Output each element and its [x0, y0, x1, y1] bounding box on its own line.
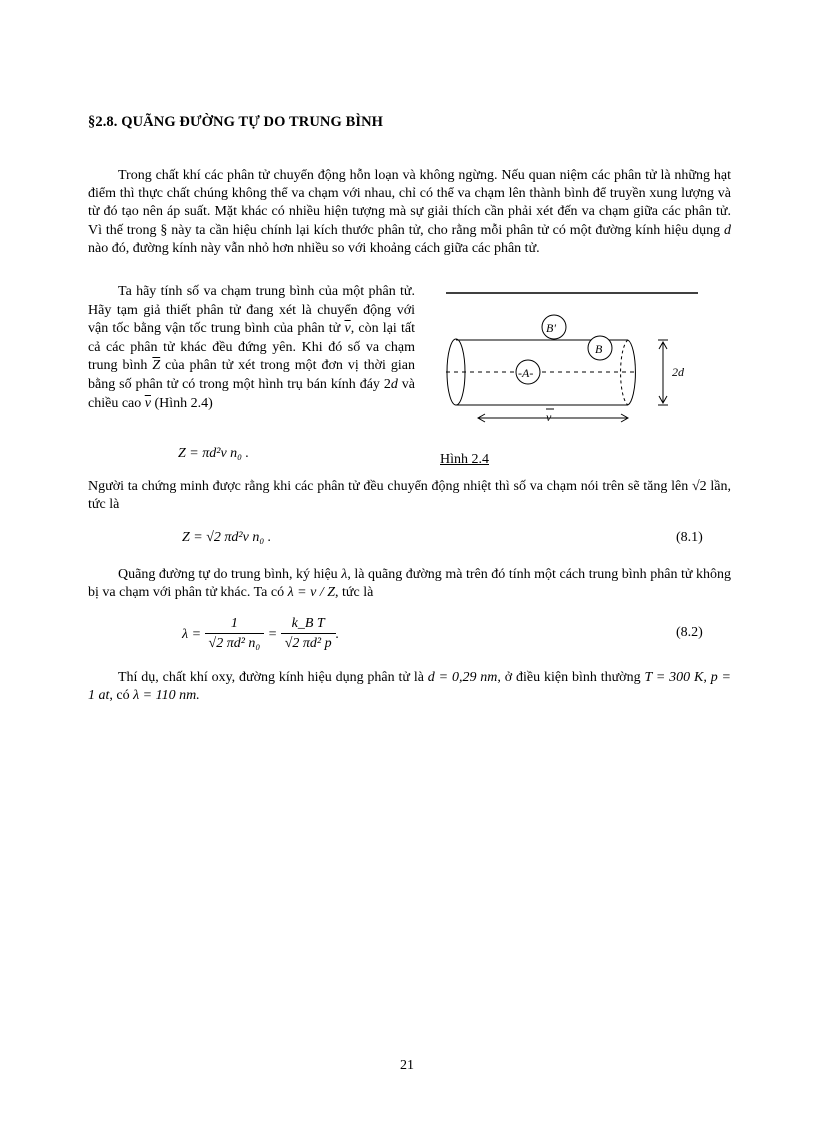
paragraph-intro [88, 167, 731, 258]
mfp-text-1: Quãng đường tự do trung bình, ký hiệu [118, 567, 338, 582]
eq2-den-2: √2 πd² p [284, 636, 332, 651]
example-lambda-value: λ = 110 nm. [133, 688, 200, 704]
label-b-prime: B' [546, 321, 556, 335]
label-a: -A- [518, 366, 534, 380]
equation-number-8-1: (8.1) [676, 530, 703, 545]
label-v: v [546, 410, 552, 424]
page-number: 21 [400, 1058, 414, 1073]
collision-text-4: và chiều cao [88, 376, 415, 411]
collision-text-2: , còn lại tất cả các phân tử khác đều đứng yên. Khi đó số va chạm trung bình [88, 321, 416, 374]
var-d: d [390, 376, 398, 392]
paragraph-proof: Người ta chứng minh được rằng khi các phân tử đều chuyển động nhiệt thì số va chạm nói trên sẽ tăng lên √2 lần, tức là [88, 479, 731, 513]
equation-number-8-2: (8.2) [676, 625, 703, 640]
cylinder-figure [436, 285, 706, 445]
paragraph-mean-free-path [88, 566, 731, 602]
collision-text-1: Ta hãy tính số va chạm trung bình của một phân tử. Hãy tạm giả thiết phân tử đang xét là chuyển động với vận tốc bằng vận tốc trung bình của phân tử [88, 284, 415, 337]
lambda-symbol: λ [341, 567, 348, 582]
equation-8-1: Z = √2 πd²v n₀ . [182, 530, 272, 545]
label-b: B [595, 342, 603, 356]
intro-text-end: nào đó, đường kính này vẫn nhỏ hơn nhiều so với khoảng cách giữa các phân tử. [88, 240, 540, 256]
equation-z: Z = πd²v n₀ . [178, 446, 250, 461]
z-bar-symbol: $\overline{Z}$ [152, 358, 161, 374]
label-2d: 2d [672, 365, 684, 379]
eq2-den-1: √2 πd² n₀ [208, 636, 261, 651]
eq2-fraction-2 [281, 615, 336, 654]
example-conditions: T = 300 K, p = 1 at [88, 670, 731, 704]
example-text-1: Thí dụ, chất khí oxy, đường kính hiệu dụng phân tử là [118, 670, 424, 685]
paragraph-collision [88, 283, 415, 413]
intro-var-d: d [724, 222, 732, 238]
mfp-text-2: , là quãng đường mà trên đó tính một cách trung bình phân tử không bị va chạm với phân tử khác. Ta có [88, 567, 732, 601]
figure-caption: Hình 2.4 [440, 452, 489, 467]
eq2-num-2: k_B T [281, 615, 336, 634]
example-d-value: d = 0,29 nm [427, 670, 498, 685]
example-text-2: , ở điều kiện bình thường [497, 670, 641, 685]
paragraph-example [88, 669, 731, 705]
example-text-3: , có [109, 688, 130, 704]
eq2-num-1: 1 [205, 615, 265, 634]
section-heading: §2.8. QUÃNG ĐƯỜNG TỰ DO TRUNG BÌNH [88, 114, 384, 130]
v-bar-symbol-2: $\overline{v}$ [144, 395, 151, 411]
collision-text-3: của phân tử xét trong một đơn vị thời gian bằng số phân tử có trong một hình trụ bán kính đáy 2 [88, 358, 415, 392]
mfp-text-3: , tức là [335, 585, 374, 601]
eq2-fraction-1 [205, 615, 265, 654]
intro-text: Trong chất khí các phân tử chuyển động hỗn loạn và không ngừng. Nếu quan niệm các phân tử là những hạt điểm thì thực chất chúng không thể va chạm với nhau, chỉ có thể va chạm lên thành bình để truyền xung lượng và từ đó tạo nên áp suất. Mặt khác có nhiều hiện tượng mà sự giải thích cần phải xét đến va chạm giữa các phân tử. Vì thế trong § này ta cần hiệu chính lại kích thước phân tử, cho rằng mỗi phân tử có một đường kính hiệu dụng [88, 168, 731, 238]
collision-text-5: (Hình 2.4) [154, 395, 213, 411]
v-bar-symbol: $\overline{v}$ [344, 321, 351, 337]
equation-8-2: λ = $\frac{1}{\text{√2 πd² n₀}}$ = $\frac{\text{k\_B T}}{\text{√2 πd² p}}$ . [182, 615, 339, 654]
eq2-lhs: λ = [182, 626, 202, 642]
lambda-relation: λ = v / Z [287, 585, 335, 601]
